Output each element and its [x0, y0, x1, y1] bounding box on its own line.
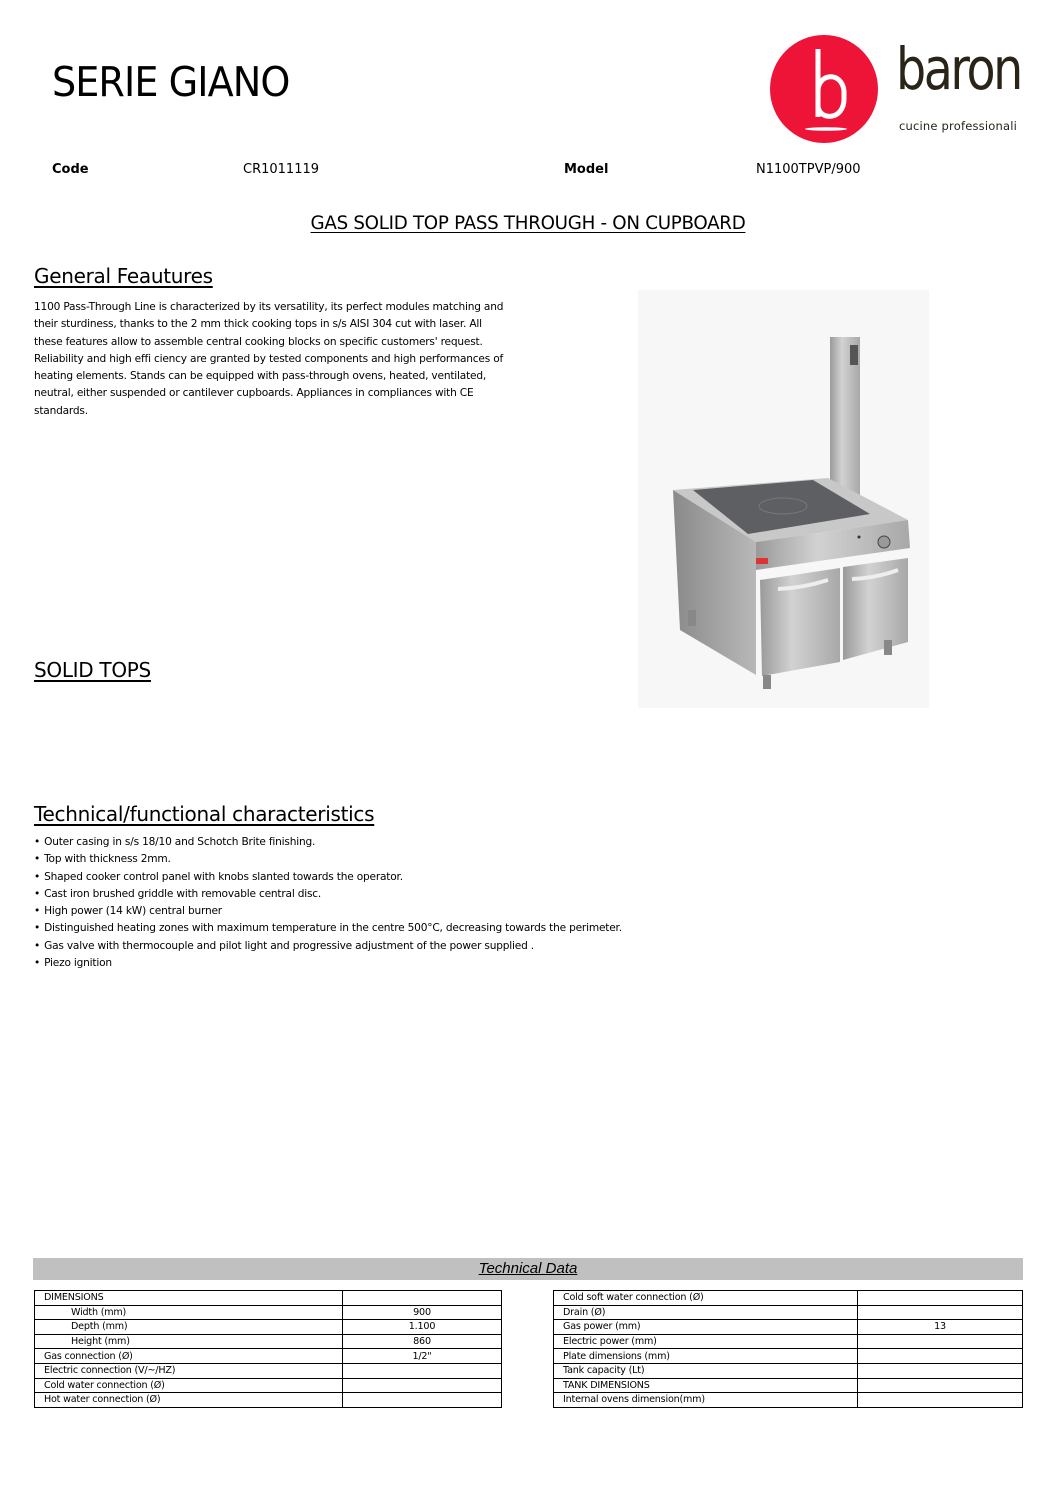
spec-value: 1.100: [343, 1320, 502, 1335]
general-features-heading: General Feautures: [34, 264, 213, 288]
code-label: Code: [52, 162, 89, 177]
table-row: [554, 1334, 1023, 1349]
text-line: these features allow to assemble central cooking blocks on specific customers' request.: [34, 335, 483, 348]
list-item: • Shaped cooker control panel with knobs slanted towards the operator.: [34, 869, 734, 886]
spec-label: Depth (mm): [35, 1320, 343, 1335]
spec-label: Width (mm): [35, 1305, 343, 1320]
spec-label: DIMENSIONS: [35, 1291, 343, 1306]
text-line: neutral, either suspended or cantilever cupboards. Appliances in compliances with CE: [34, 387, 474, 400]
table-row: [554, 1305, 1023, 1320]
spec-value: [343, 1393, 502, 1408]
table-row: [35, 1305, 502, 1320]
table-row: [35, 1334, 502, 1349]
brand-logo: [768, 33, 1028, 145]
spec-value: [858, 1349, 1023, 1364]
table-row: [35, 1363, 502, 1378]
table-row: [554, 1393, 1023, 1408]
spec-label: Cold water connection (Ø): [35, 1378, 343, 1393]
spec-label: Plate dimensions (mm): [554, 1349, 858, 1364]
list-item: • Piezo ignition: [34, 955, 734, 972]
list-item: • Gas valve with thermocouple and pilot light and progressive adjustment of the power supplied .: [34, 938, 734, 955]
spec-value: 1/2": [343, 1349, 502, 1364]
general-features-text: [34, 299, 534, 420]
spec-label: Height (mm): [35, 1334, 343, 1349]
spec-value: 860: [343, 1334, 502, 1349]
spec-value: [858, 1378, 1023, 1393]
spec-value: [858, 1363, 1023, 1378]
spec-label: Electric power (mm): [554, 1334, 858, 1349]
table-row: [554, 1349, 1023, 1364]
list-item: • High power (14 kW) central burner: [34, 903, 734, 920]
spec-value: [858, 1291, 1023, 1306]
spec-label: Tank capacity (Lt): [554, 1363, 858, 1378]
text-line: heating elements. Stands can be equipped with pass-through ovens, heated, ventilated,: [34, 370, 487, 383]
spec-value: [858, 1305, 1023, 1320]
spec-value: [343, 1378, 502, 1393]
text-line: 1100 Pass-Through Line is characterized by its versatility, its perfect modules matching and: [34, 301, 504, 313]
spec-table-left: [34, 1290, 502, 1408]
model-value: N1100TPVP/900: [756, 162, 861, 177]
spec-label: Gas power (mm): [554, 1320, 858, 1335]
code-value: CR1011119: [243, 162, 320, 177]
table-row: [554, 1291, 1023, 1306]
table-row: [554, 1320, 1023, 1335]
technical-data-heading: Technical Data: [478, 1260, 578, 1277]
product-image: [638, 290, 929, 708]
list-item: • Distinguished heating zones with maximum temperature in the centre 500°C, decreasing towards the perimeter.: [34, 920, 734, 937]
spec-table-right: [553, 1290, 1023, 1408]
spec-value: [858, 1393, 1023, 1408]
spec-value: [343, 1291, 502, 1306]
table-row: [35, 1291, 502, 1306]
table-row: [554, 1363, 1023, 1378]
table-row: [554, 1378, 1023, 1393]
table-row: [35, 1320, 502, 1335]
list-item: • Outer casing in s/s 18/10 and Schotch Brite finishing.: [34, 834, 734, 851]
spec-value: 13: [858, 1320, 1023, 1335]
spec-label: Drain (Ø): [554, 1305, 858, 1320]
characteristics-list: [34, 834, 734, 972]
logo-b-icon: [770, 35, 878, 143]
document-title: GAS SOLID TOP PASS THROUGH - ON CUPBOARD: [310, 212, 746, 234]
spec-value: 900: [343, 1305, 502, 1320]
spec-label: Cold soft water connection (Ø): [554, 1291, 858, 1306]
technical-characteristics-heading: Technical/functional characteristics: [34, 802, 375, 826]
technical-data-header: [33, 1258, 1023, 1280]
spec-label: TANK DIMENSIONS: [554, 1378, 858, 1393]
spec-value: [858, 1334, 1023, 1349]
spec-label: Internal ovens dimension(mm): [554, 1393, 858, 1408]
text-line: Reliability and high effi ciency are granted by tested components and high performances of: [34, 352, 504, 365]
model-label: Model: [564, 162, 609, 177]
text-line: their sturdiness, thanks to the 2 mm thick cooking tops in s/s AISI 304 cut with laser. All: [34, 318, 482, 331]
spec-label: Gas connection (Ø): [35, 1349, 343, 1364]
spec-value: [343, 1363, 502, 1378]
table-row: [35, 1393, 502, 1408]
table-row: [35, 1378, 502, 1393]
brand-tagline: cucine professionali: [899, 119, 1018, 133]
list-item: • Cast iron brushed griddle with removable central disc.: [34, 886, 734, 903]
spec-label: Hot water connection (Ø): [35, 1393, 343, 1408]
text-line: standards.: [34, 404, 88, 417]
spec-label: Electric connection (V/~/HZ): [35, 1363, 343, 1378]
series-title: SERIE GIANO: [52, 58, 290, 106]
brand-name: baron: [896, 35, 1021, 103]
list-item: • Top with thickness 2mm.: [34, 851, 734, 868]
table-row: [35, 1349, 502, 1364]
category-heading: SOLID TOPS: [34, 658, 151, 682]
